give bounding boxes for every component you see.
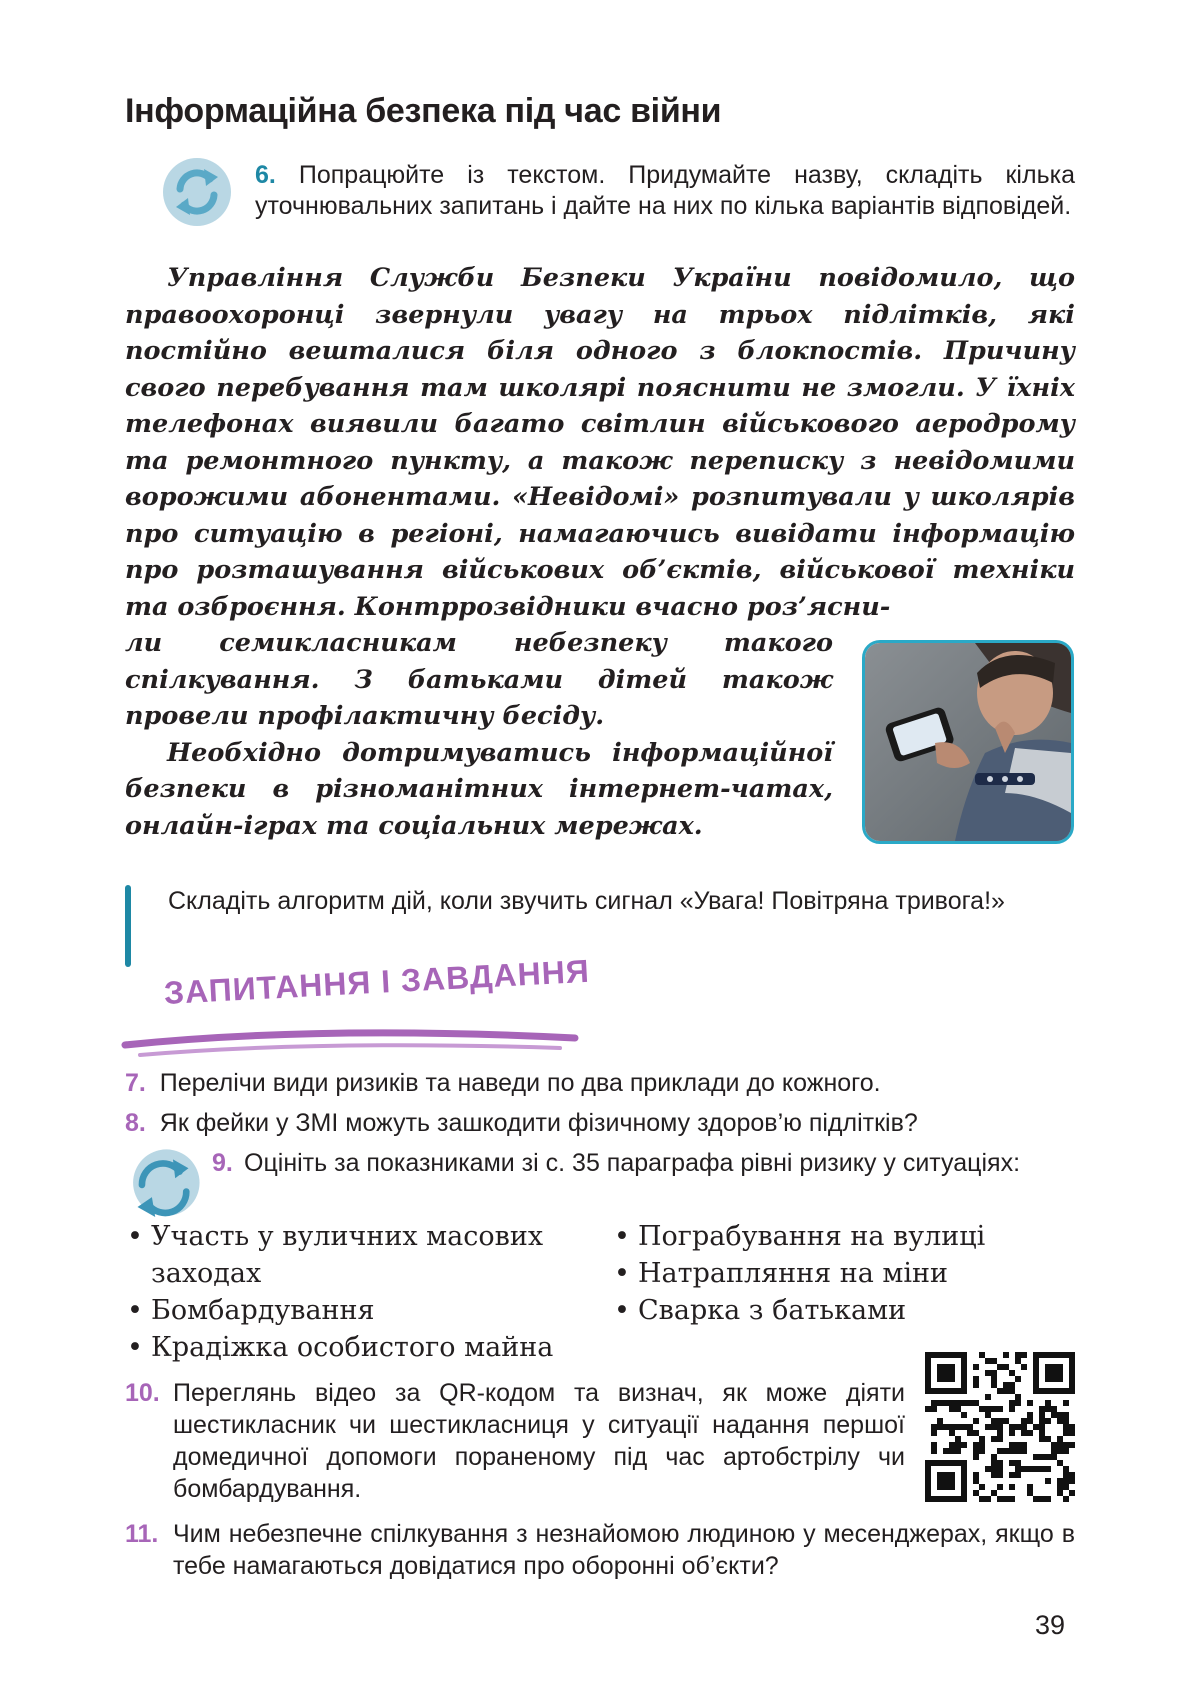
task-text: Попрацюйте із текстом. Придумайте назву, складіть кілька уточнювальних запитань і дайте на них по кілька варіантів відповідей. [255,161,1075,220]
task-6 [255,160,1075,222]
note-accent-bar [125,885,131,967]
list-item: • Сварка з батьками [612,1292,1082,1329]
question-text: Як фейки у ЗМІ можуть зашкодити фізичному здоров’ю підлітків? [159,1109,918,1137]
teen-with-phone-photo [862,640,1074,844]
cycle-arrows-icon [160,155,234,229]
story-paragraph: Управління Служби Безпеки України повідомило, що правоохоронці звернули увагу на трьох підлітків, які постійно вешталися біля одного з блокпостів. Причину свого перебування там школярі пояснити не змогли. У їхніх телефонах виявили багато світлин військового аеродрому та ремонтного пункту, а також переписку з невідомими ворожими абонентами. «Невідомі» розпитували у школярів про ситуацію в регіоні, намагаючись вивідати інформацію про розташування військових об’єктів, військової техніки та озброєння. Контррозвідники вчасно роз’ясни- [125,263,1075,622]
question-11 [125,1518,1075,1582]
section-title: Інформаційна безпека під час війни [125,92,722,130]
questions-heading: ЗАПИТАННЯ І ЗАВДАННЯ [163,952,591,1012]
story-paragraph-end: ли семикласникам небезпеку такого спілкування. З батьками дітей також провели профілактичну бесіду. [125,628,833,731]
story-text [125,260,1075,625]
question-8 [125,1107,1075,1139]
question-text: Перелічи види ризиків та наведи по два приклади до кожного. [159,1069,881,1097]
risk-list-right [612,1218,1082,1329]
question-number: 11. [125,1520,159,1548]
risk-list-left [125,1218,595,1366]
list-item: • Натрапляння на міни [612,1255,1082,1292]
question-10 [125,1377,905,1505]
question-number: 7. [125,1069,146,1097]
list-item: • Пограбування на вулиці [612,1218,1082,1255]
question-number: 8. [125,1109,146,1137]
page-number: 39 [1035,1610,1066,1640]
list-item: • Крадіжка особистого майна [125,1329,595,1366]
question-number: 9. [212,1149,233,1177]
story-text-continued [125,625,833,844]
question-text: Чим небезпечне спілкування з незнайомою людиною у месенджерах, якщо в тебе намагаються довідатися про оборонні об’єкти? [173,1520,1075,1580]
question-number: 10. [125,1379,160,1407]
question-9 [212,1147,1075,1179]
task-number: 6. [255,161,276,189]
qr-code[interactable] [925,1352,1075,1502]
question-7 [125,1067,1075,1099]
list-item: • Бомбардування [125,1292,595,1329]
list-item: • Участь у вуличних масових заходах [125,1218,595,1292]
cycle-arrows-icon [122,1145,204,1227]
question-text: Оцініть за показниками зі с. 35 параграфа рівні ризику у ситуаціях: [244,1149,1021,1177]
note-task: Складіть алгоритм дій, коли звучить сигнал «Увага! Повітряна тривога!» [168,887,1005,915]
question-text: Переглянь відео за QR-кодом та визнач, як може діяти шестикласник чи шестикласниця у ситуації надання першої домедичної допомоги пораненому під час артобстрілу чи бомбардування. [173,1379,905,1503]
story-paragraph-2: Необхідно дотримуватись інформаційної безпеки в різноманітних інтернет-чатах, онлайн-іграх та соціальних мережах. [125,737,833,841]
